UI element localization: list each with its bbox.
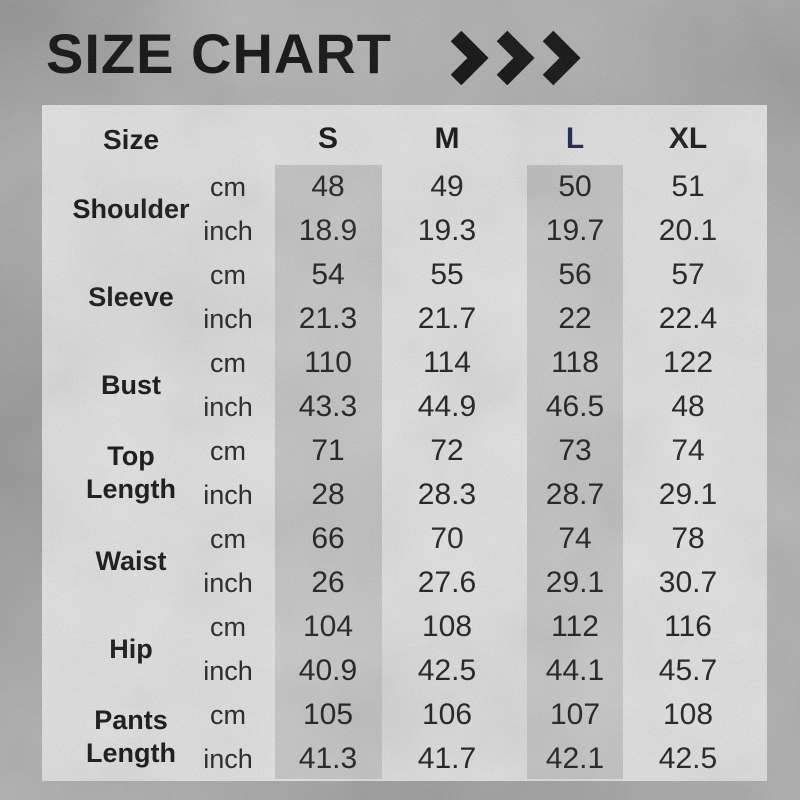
row-label: Waist (95, 545, 167, 576)
size-value: 110 (304, 346, 352, 379)
chevron-icon (502, 36, 524, 80)
header-size: Size (102, 123, 160, 155)
unit-label: cm (210, 171, 246, 202)
size-chart-table (42, 105, 767, 781)
size-value: 66 (311, 522, 345, 555)
unit-label: cm (210, 347, 246, 378)
size-value: 48 (671, 390, 705, 423)
table-row (192, 517, 767, 561)
unit-label: cm (210, 611, 246, 642)
size-value: 56 (558, 258, 592, 291)
size-value: 116 (664, 610, 712, 643)
row-label: Top Length (86, 441, 176, 504)
table-row (192, 605, 767, 649)
size-value: 22.4 (658, 302, 718, 335)
table-row (192, 473, 767, 517)
chevron-icon (456, 36, 478, 80)
size-value: 104 (302, 610, 354, 643)
row-label: Pants Length (86, 705, 176, 768)
row-label: Bust (101, 369, 161, 400)
size-value: 108 (662, 698, 714, 731)
size-value: 74 (671, 434, 705, 467)
size-chart-panel (42, 105, 767, 781)
size-value: 55 (430, 258, 464, 291)
size-value: 105 (302, 698, 354, 731)
table-row (192, 341, 767, 385)
size-value: 28 (311, 478, 345, 511)
size-value: 26 (311, 566, 345, 599)
size-value: 41.3 (298, 742, 358, 775)
size-value: 74 (558, 522, 592, 555)
size-value: 48 (311, 170, 345, 203)
size-value: 118 (551, 346, 599, 379)
unit-label: inch (203, 215, 253, 246)
table-row (192, 385, 767, 429)
size-value: 71 (311, 434, 345, 467)
size-value: 41.7 (417, 742, 477, 775)
row-label: Hip (109, 633, 153, 664)
size-value: 42.1 (545, 742, 605, 775)
unit-label: cm (210, 523, 246, 554)
unit-label: cm (210, 699, 246, 730)
size-value: 112 (551, 610, 599, 643)
size-value: 29.1 (545, 566, 605, 599)
row-label: Shoulder (72, 193, 190, 224)
size-value: 108 (421, 610, 473, 643)
size-value: 22 (558, 302, 592, 335)
size-value: 114 (423, 346, 471, 379)
size-value: 30.7 (658, 566, 718, 599)
measurement-group-shoulder (42, 165, 767, 253)
size-value: 21.3 (298, 302, 358, 335)
unit-label: inch (203, 303, 253, 334)
size-value: 44.1 (545, 654, 605, 687)
unit-label: inch (203, 479, 253, 510)
measurement-group-pants-length (42, 693, 767, 781)
measurement-group-sleeve (42, 253, 767, 341)
unit-label: cm (210, 259, 246, 290)
table-row (192, 737, 767, 781)
table-row (192, 297, 767, 341)
unit-label: inch (203, 567, 253, 598)
unit-label: inch (203, 391, 253, 422)
header-size-xl: XL (668, 122, 708, 155)
size-value: 78 (671, 522, 705, 555)
size-value: 70 (430, 522, 464, 555)
size-value: 73 (558, 434, 592, 467)
chevrons-right-icon (451, 31, 587, 85)
size-value: 19.7 (545, 214, 605, 247)
size-value: 51 (671, 170, 705, 203)
header-row (42, 105, 767, 165)
size-value: 49 (430, 170, 464, 203)
size-value: 46.5 (545, 390, 605, 423)
header-size-l: L (565, 122, 585, 155)
measurement-group-bust (42, 341, 767, 429)
table-row (192, 165, 767, 209)
table-row (192, 429, 767, 473)
header-size-s: S (317, 122, 338, 155)
page-title: SIZE CHART (46, 21, 392, 85)
unit-label: inch (203, 743, 253, 774)
unit-label: cm (210, 435, 246, 466)
size-value: 45.7 (658, 654, 718, 687)
size-value: 29.1 (658, 478, 718, 511)
size-value: 28.3 (417, 478, 477, 511)
table-row (192, 209, 767, 253)
size-value: 27.6 (417, 566, 477, 599)
chevron-icon (548, 36, 570, 80)
size-value: 54 (311, 258, 345, 291)
size-value: 72 (430, 434, 464, 467)
table-row (192, 693, 767, 737)
size-value: 50 (558, 170, 592, 203)
measurement-group-waist (42, 517, 767, 605)
size-value: 107 (549, 698, 601, 731)
size-value: 40.9 (298, 654, 358, 687)
size-value: 43.3 (298, 390, 358, 423)
size-value: 44.9 (417, 390, 477, 423)
size-value: 42.5 (417, 654, 477, 687)
measurement-group-hip (42, 605, 767, 693)
size-value: 57 (671, 258, 705, 291)
size-value: 106 (421, 698, 473, 731)
size-value: 20.1 (658, 214, 718, 247)
row-label: Sleeve (88, 281, 174, 312)
measurement-group-top-length (42, 429, 767, 517)
unit-label: inch (203, 655, 253, 686)
table-row (192, 253, 767, 297)
size-value: 122 (662, 346, 714, 379)
table-row (192, 649, 767, 693)
size-value: 21.7 (417, 302, 477, 335)
size-value: 19.3 (417, 214, 477, 247)
table-row (192, 561, 767, 605)
size-value: 42.5 (658, 742, 718, 775)
header-size-m: M (434, 122, 460, 155)
size-value: 28.7 (545, 478, 605, 511)
size-value: 18.9 (298, 214, 358, 247)
header-spacer (192, 105, 264, 165)
